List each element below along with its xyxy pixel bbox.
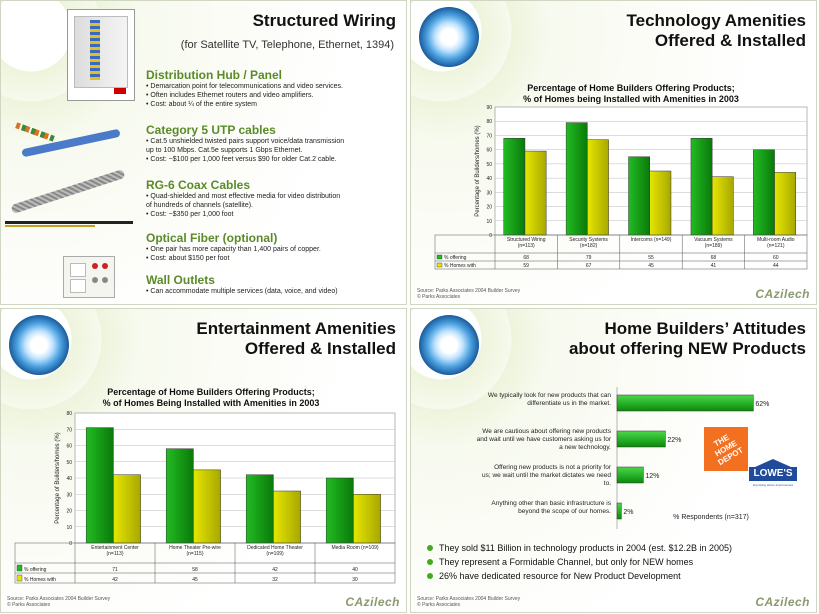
category-label: a new technology. xyxy=(559,444,611,451)
data-table-value: 32 xyxy=(272,577,278,583)
cat5-cable-image xyxy=(11,119,131,169)
home-depot-logo xyxy=(704,427,748,471)
optical-fiber-image xyxy=(5,213,135,233)
cazitech-logo: CAzilech xyxy=(755,287,810,301)
section-line: • Cost: about ¼ of the entire system xyxy=(146,101,258,108)
technology-amenities-chart xyxy=(411,1,817,305)
coax-cable-image xyxy=(9,171,129,211)
key-fact: They represent a Formidable Channel, but only for NEW homes xyxy=(427,555,732,569)
legend-label: % Homes with xyxy=(24,577,56,583)
section-line: • Cost: about $150 per foot xyxy=(146,255,230,262)
slide4-source xyxy=(417,596,520,608)
data-table-value: 42 xyxy=(112,577,118,583)
lowes-logo-text: LOWE'S xyxy=(749,467,797,481)
section-line: • Demarcation point for telecommunications and video services. xyxy=(146,83,343,90)
y-tick-label: 10 xyxy=(66,524,72,531)
category-label: We typically look for new products that can xyxy=(487,392,611,399)
y-tick-label: 50 xyxy=(66,459,72,466)
copyright-line: © Parks Associates xyxy=(7,602,51,608)
y-tick-label: 40 xyxy=(66,476,72,482)
data-table-value: 30 xyxy=(352,577,358,583)
category-label: to. xyxy=(603,480,611,487)
y-tick-label: 60 xyxy=(486,147,492,154)
bar-homes-with xyxy=(353,494,380,543)
bar-homes-with xyxy=(650,171,671,235)
bar-offering xyxy=(753,150,774,235)
data-table-value: 60 xyxy=(773,255,779,261)
x-category-label: (n=113) xyxy=(106,551,124,557)
y-tick-label: 80 xyxy=(66,411,72,417)
slide3-source xyxy=(7,596,110,608)
data-table-value: 58 xyxy=(192,567,198,573)
data-table-value: 68 xyxy=(523,255,529,261)
source-line: Source: Parks Associates 2004 Builder Survey xyxy=(417,288,521,294)
key-fact: 26% have dedicated resource for New Product Development xyxy=(427,569,732,583)
section-rg6 xyxy=(146,178,404,219)
legend-swatch xyxy=(17,565,22,571)
bar-homes-with xyxy=(775,172,796,235)
section-heading: Wall Outlets xyxy=(146,273,215,287)
bar-value-label: 22% xyxy=(667,437,682,444)
y-tick-label: 60 xyxy=(66,443,72,450)
category-label: We are cautious about offering new products xyxy=(482,428,611,435)
category-label: Anything other than basic infrastructure is xyxy=(491,500,611,507)
y-tick-label: 30 xyxy=(66,492,72,499)
y-axis-label: Percentage of Builders/homes (%) xyxy=(55,432,61,524)
data-table-value: 45 xyxy=(192,577,198,583)
x-category-label: (n=121) xyxy=(767,243,785,249)
y-tick-label: 0 xyxy=(69,541,72,547)
legend-swatch xyxy=(17,575,22,581)
x-category-label: (n=182) xyxy=(579,243,598,249)
title-line: Technology Amenities xyxy=(626,11,806,30)
y-axis-label: Percentage of Builders/homes (%) xyxy=(475,125,481,217)
section-optical-fiber xyxy=(146,231,404,263)
x-category-label: Structured Wiring xyxy=(506,237,546,243)
bar-value-label: 12% xyxy=(645,473,660,480)
attitude-bar xyxy=(617,503,621,519)
section-line: • Can accommodate multiple services (data, voice, and video) xyxy=(146,288,338,295)
data-table-value: 40 xyxy=(352,567,358,573)
section-line: • Cost: ~$100 per 1,000 feet versus $90 for older Cat.2 cable. xyxy=(146,156,337,163)
slide-entertainment-amenities xyxy=(0,308,407,613)
data-table xyxy=(435,235,807,269)
cazitech-logo: CAzilech xyxy=(755,595,810,609)
category-label: us; we wait until the market dictates we need xyxy=(482,472,611,479)
legend-label: % offering xyxy=(444,255,467,261)
x-category-label: Multi-room Audio xyxy=(757,237,795,243)
x-category-label: Dedicated Home Theater xyxy=(247,545,303,551)
legend-swatch xyxy=(437,263,442,267)
section-line: • Cost: ~$350 per 1,000 foot xyxy=(146,211,234,218)
slide-technology-amenities xyxy=(410,0,817,305)
title-line: Entertainment Amenities xyxy=(196,319,396,338)
section-line: • Quad-shielded and most effective media for video distribution xyxy=(146,193,341,200)
key-fact: They sold $11 Billion in technology products in 2004 (est. $12.2B in 2005) xyxy=(427,541,732,555)
bar-offering xyxy=(629,157,650,235)
bar-homes-with xyxy=(113,475,140,543)
category-label: beyond the scope of our homes. xyxy=(518,508,611,515)
y-tick-label: 90 xyxy=(486,105,492,111)
bar-homes-with xyxy=(273,491,300,543)
legend-label: % Homes with xyxy=(444,263,476,269)
lowes-tagline: Improving Home Improvement xyxy=(752,483,794,487)
slide-structured-wiring xyxy=(0,0,407,305)
section-heading: RG-6 Coax Cables xyxy=(146,178,251,192)
bar-value-label: 62% xyxy=(755,401,770,408)
category-label: Offering new products is not a priority for xyxy=(494,464,611,471)
category-label: differentiate us in the market. xyxy=(527,400,611,407)
section-cat5 xyxy=(146,123,404,164)
slide2-source xyxy=(417,288,520,300)
entertainment-amenities-chart xyxy=(1,309,407,613)
section-line: up to 100 Mbps. Cat.5e supports 1 Gbps Ethernet. xyxy=(146,147,303,154)
x-category-label: (n=189) xyxy=(704,243,723,249)
bar-offering xyxy=(86,428,113,543)
chart-subtitle-line: % of Homes Being Installed with Amenities in 2003 xyxy=(102,398,320,408)
legend-label: % offering xyxy=(24,567,47,573)
data-table-value: 68 xyxy=(710,255,717,261)
chart-title-line: Percentage of Home Builders Offering Products; xyxy=(527,83,735,93)
attitude-bar xyxy=(617,395,753,411)
bar-value-label: 2% xyxy=(623,509,634,516)
section-heading: Distribution Hub / Panel xyxy=(146,68,283,82)
slide1-title: Structured Wiring xyxy=(252,11,396,30)
bar-offering xyxy=(326,478,353,543)
y-tick-label: 0 xyxy=(489,233,492,239)
data-table-value: 59 xyxy=(523,263,529,269)
bar-homes-with xyxy=(712,177,733,235)
title-line: Offered & Installed xyxy=(654,31,806,50)
x-category-label: (n=115) xyxy=(186,551,204,557)
data-table-value: 79 xyxy=(585,255,592,261)
data-table-value: 55 xyxy=(648,255,654,261)
x-category-label: Security Systems xyxy=(569,237,608,243)
bar-offering xyxy=(566,123,587,235)
x-category-label: (n=109) xyxy=(266,551,284,557)
y-tick-label: 30 xyxy=(486,190,492,197)
y-tick-label: 10 xyxy=(486,218,492,225)
key-facts-list xyxy=(427,541,732,583)
cazitech-logo: CAzilech xyxy=(345,595,400,609)
x-axis-label: % Respondents (n=317) xyxy=(673,514,749,521)
data-table-value: 41 xyxy=(710,263,717,269)
title-line: Offered & Installed xyxy=(244,339,396,358)
slide1-subtitle: (for Satellite TV, Telephone, Ethernet, 1394) xyxy=(180,39,394,51)
bar-offering xyxy=(504,138,525,235)
data-table-value: 44 xyxy=(773,263,779,269)
section-heading: Optical Fiber (optional) xyxy=(146,231,278,245)
x-category-label: Media Room (n=109) xyxy=(331,545,379,551)
data-table-value: 71 xyxy=(112,567,118,573)
section-line: • Cat.5 unshielded twisted pairs support voice/data transmission xyxy=(146,138,345,145)
legend-swatch xyxy=(437,255,442,259)
data-table-value: 67 xyxy=(585,263,592,269)
copyright-line: © Parks Associates xyxy=(417,602,461,608)
home-depot-logo-text: THE HOME DEPOT xyxy=(712,432,745,468)
bar-offering xyxy=(246,475,273,543)
y-tick-label: 20 xyxy=(486,204,492,211)
bar-homes-with xyxy=(193,470,220,543)
bar-homes-with xyxy=(525,151,546,235)
title-line: about offering NEW Products xyxy=(568,339,806,358)
slide-builders-attitudes xyxy=(410,308,817,613)
chart-subtitle-line: % of Homes being Installed with Amenities in 2003 xyxy=(523,94,739,104)
section-heading: Category 5 UTP cables xyxy=(146,123,276,137)
y-tick-label: 70 xyxy=(66,427,72,434)
lowes-logo xyxy=(749,459,797,493)
distribution-panel-image xyxy=(67,9,135,101)
data-table-value: 45 xyxy=(648,263,654,269)
y-tick-label: 80 xyxy=(486,119,492,126)
y-tick-label: 20 xyxy=(66,508,72,515)
x-category-label: Home Theater Pre-wire xyxy=(169,545,221,551)
y-tick-label: 50 xyxy=(486,161,492,168)
x-category-label: Intercoms (n=149) xyxy=(630,237,672,243)
title-line: Home Builders’ Attitudes xyxy=(604,319,806,338)
section-wall-outlets xyxy=(146,273,404,296)
source-line: Source: Parks Associates 2004 Builder Survey xyxy=(417,596,521,602)
section-line: • One pair has more capacity than 1,400 pairs of copper. xyxy=(146,246,321,253)
x-category-label: (n=113) xyxy=(517,243,535,249)
x-category-label: Entertainment Center xyxy=(91,545,139,551)
source-line: Source: Parks Associates 2004 Builder Survey xyxy=(7,596,111,602)
data-table-value: 42 xyxy=(272,567,278,573)
category-label: and wait until we have customers asking us for xyxy=(476,436,611,443)
attitude-bar xyxy=(617,431,665,447)
section-line: of hundreds of channels (satellite). xyxy=(146,202,254,209)
copyright-line: © Parks Associates xyxy=(417,294,461,300)
section-line: • Often includes Ethernet routers and video amplifiers. xyxy=(146,92,314,99)
x-category-label: Vacuum Systems xyxy=(694,237,733,243)
bar-offering xyxy=(691,138,712,235)
chart-title-line: Percentage of Home Builders Offering Products; xyxy=(107,387,315,397)
section-distribution-hub xyxy=(146,68,404,109)
bar-homes-with xyxy=(587,140,608,235)
bar-offering xyxy=(166,449,193,543)
y-tick-label: 40 xyxy=(486,176,492,183)
attitude-bar xyxy=(617,467,643,483)
y-tick-label: 70 xyxy=(486,133,492,140)
wall-outlet-image xyxy=(63,256,115,298)
